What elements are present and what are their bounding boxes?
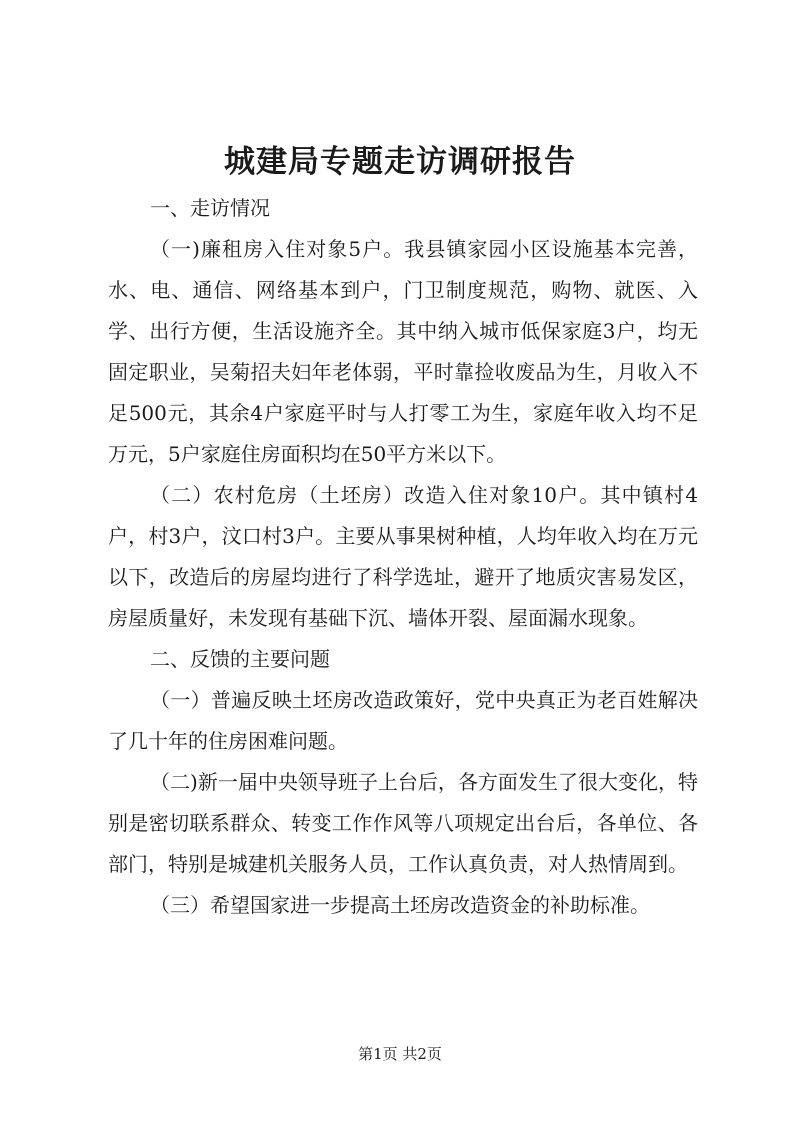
document-body <box>108 188 698 926</box>
section-heading-1: 一、走访情况 <box>150 196 270 220</box>
paragraph-2-3: （三）希望国家进一步提高土坯房改造资金的补助标准。 <box>150 893 650 917</box>
paragraph-2-2: （二)新一届中央领导班子上台后，各方面发生了很大变化，特别是密切联系群众、转变工作作风等八项规定出台后，各单位、各部门，特别是城建机关服务人员，工作认真负责，对人热情周到。 <box>108 770 698 876</box>
paragraph-1-2: （二）农村危房（土坯房）改造入住对象10户。其中镇村4户，村3户，汶口村3户。主要从事果树种植，人均年收入均在万元以下，改造后的房屋均进行了科学选址，避开了地质灾害易发区，房屋质量好，未发现有基础下沉、墙体开裂、屋面漏水现象。 <box>108 483 698 630</box>
section-heading-2: 二、反馈的主要问题 <box>150 647 330 671</box>
paragraph-1-1: （一)廉租房入住对象5户。我县镇家园小区设施基本完善，水、电、通信、网络基本到户，门卫制度规范，购物、就医、入学、出行方便，生活设施齐全。其中纳入城市低保家庭3户，均无固定职业，吴菊招夫妇年老体弱，平时靠捡收废品为生，月收入不足500元，其余4户家庭平时与人打零工为生，家庭年收入均不足万元，5户家庭住房面积均在50平方米以下。 <box>108 237 698 466</box>
page-number-footer: 第1页 共2页 <box>358 1045 442 1063</box>
document-title: 城建局专题走访调研报告 <box>224 144 576 180</box>
paragraph-2-1: （一）普遍反映土坯房改造政策好，党中央真正为老百姓解决了几十年的住房困难问题。 <box>108 688 698 753</box>
